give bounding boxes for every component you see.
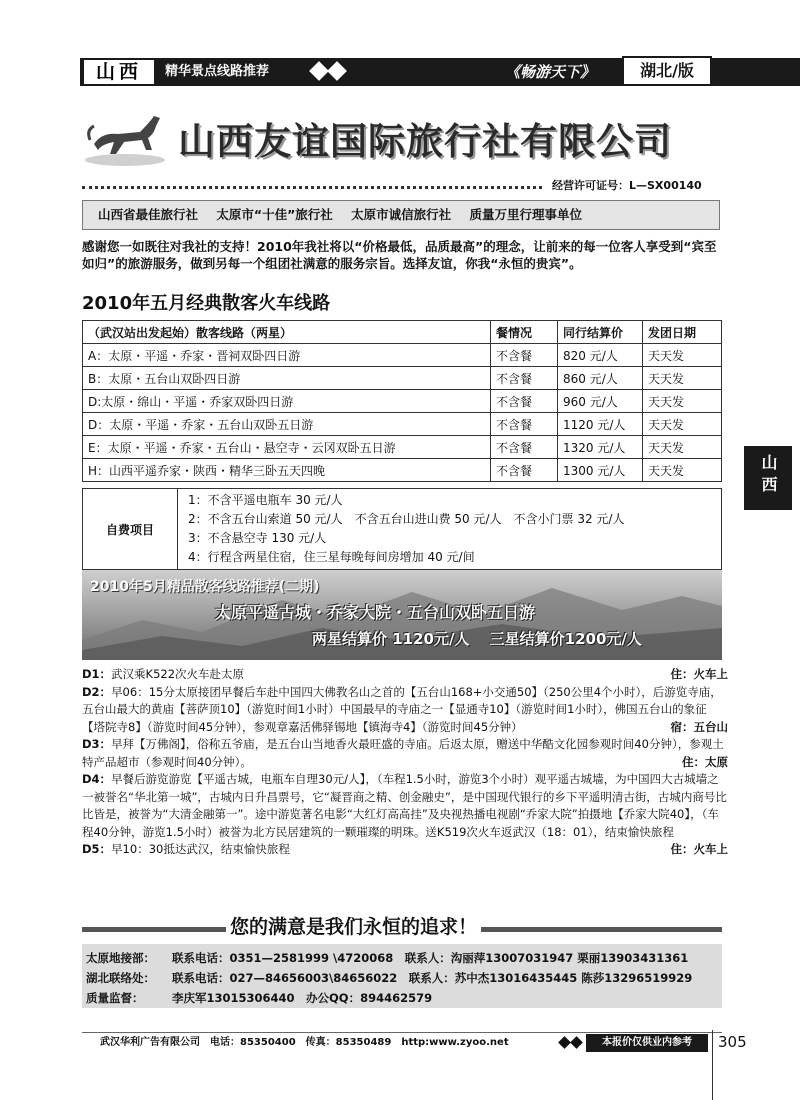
- departure-date: 天天发: [643, 436, 722, 459]
- column-header: （武汉站出发起始）散客线路（两星）: [83, 321, 491, 344]
- contact-row: [86, 948, 692, 968]
- page-number: 305: [718, 1033, 747, 1051]
- extras-row: [83, 489, 722, 570]
- day-text: 武汉乘K522次火车赴太原: [111, 667, 245, 681]
- awards-text: 山西省最佳旅行社 太原市“十佳”旅行社 太原市诚信旅行社 质量万里行理事单位: [98, 207, 582, 222]
- meal-info: 不含餐: [491, 459, 558, 482]
- day-text: 早10：30抵达武汉，结束愉快旅程: [111, 842, 290, 856]
- footer-vertical-rule: [712, 1030, 713, 1100]
- table-row: [83, 413, 722, 436]
- route-table: [82, 320, 722, 482]
- stay-info: 住：火车上: [670, 667, 728, 681]
- diamond-icon: [570, 1036, 583, 1049]
- price: 1320 元/人: [558, 436, 643, 459]
- extra-item: 1：不含平遥电瓶车 30 元/人: [188, 493, 343, 507]
- route-name: D:太原・绵山・平遥・乔家双卧四日游: [83, 390, 491, 413]
- meal-info: 不含餐: [491, 390, 558, 413]
- company-name: 山西友谊国际旅行社有限公司: [178, 120, 672, 163]
- contact-text: 联系电话：0351—2581999 \4720068 联系人：沟丽萍13007031947 栗丽13903431361: [172, 951, 689, 965]
- day-text: 早06：15分太原接团早餐后车赴中国四大佛教名山之首的【五台山168+小交通50】（250公里4个小时），后游览寺庙，五台山最大的黄庙【菩萨顶10】（游览时间1小时）中国最早的寺庙之一【显通寺10】（游览时间1小时），佛国五台山的象征【塔院寺8】（游览时间45分钟），参观章嘉活佛驿锡地【镇海寺4】（游览时间45分钟）: [82, 684, 722, 734]
- stay-info: 住：火车上: [670, 842, 728, 856]
- stay-info: 宿：五台山: [670, 719, 728, 734]
- extras-table: [82, 488, 722, 570]
- header-slogan: 精华景点线路推荐: [165, 64, 270, 79]
- price: 1120 元/人: [558, 413, 643, 436]
- departure-date: 天天发: [643, 459, 722, 482]
- edition-label: 湖北/版: [622, 56, 712, 86]
- motto-text: 您的满意是我们永恒的追求！: [226, 912, 481, 942]
- price: 820 元/人: [558, 344, 643, 367]
- departure-date: 天天发: [643, 413, 722, 436]
- table-row: [83, 459, 722, 482]
- contact-row: [86, 988, 692, 1008]
- contact-text: 联系电话：027—84656003\84656022 联系人：苏中杰13016435445 陈莎13296519929: [172, 971, 693, 985]
- promo-title: 2010年5月精品散客线路推荐(二期): [90, 579, 320, 595]
- day-text: 早餐后游览游览【平遥古城，电瓶车自理30元/人】，（车程1.5小时，游览3个小时）观平遥古城墙，为中国四大古城墙之一被誉名“华北第一城”，古城内日升昌票号，它“凝晋商之精、创金融史”，是中国现代银行的乡下平遥明清古街，古城内商号比比皆是，被誉为“大清金融第一”。途中游览著名电影“大红灯高高挂”及央视热播电视剧“乔家大院”拍摄地【乔家大院40】，（车程40分钟，游览1.5小时）被誉为北方民居建筑的一颗璀璨的明珠。送K519次火车返武汉（18：01），结束愉快旅程: [82, 772, 727, 839]
- dotted-divider: [82, 186, 542, 189]
- departure-date: 天天发: [643, 390, 722, 413]
- route-section-title: 2010年五月经典散客火车线路: [82, 293, 331, 314]
- intro-paragraph: 感谢您一如既往对我社的支持！2010年我社将以“价格最低，品质最高”的理念，让前来的每一位客人享受到“宾至如归”的旅游服务，做到另每一个组团社满意的服务宗旨。选择友谊，你我“永恒的贵宾”。: [82, 239, 717, 271]
- column-header: 同行结算价: [558, 321, 643, 344]
- side-tab-label: 山西: [759, 454, 778, 498]
- contact-label: 太原地接部：: [86, 951, 155, 965]
- extra-item: 3：不含悬空寺 130 元/人: [188, 531, 327, 545]
- itinerary-day: [82, 684, 728, 737]
- region-logo: 山西: [84, 60, 154, 84]
- route-name: A：太原・平遥・乔家・晋祠双卧四日游: [83, 344, 491, 367]
- stay-info: 住：太原: [682, 754, 728, 769]
- route-name: B：太原・五台山双卧四日游: [83, 367, 491, 390]
- departure-date: 天天发: [643, 367, 722, 390]
- day-label: D4：: [82, 772, 112, 786]
- price: 960 元/人: [558, 390, 643, 413]
- column-header: 发团日期: [643, 321, 722, 344]
- day-text: 早拜【万佛阁】，俗称五爷庙，是五台山当地香火最旺盛的寺庙。后返太原，赠送中华酷文化园参观时间40分钟），参观土特产品超市（参观时间40分钟）。: [82, 737, 724, 769]
- contact-row: [86, 968, 692, 988]
- magazine-name: 《畅游天下》: [505, 63, 596, 81]
- route-name: E：太原・平遥・乔家・五台山・悬空寺・云冈双卧五日游: [83, 436, 491, 459]
- footer-publisher: 武汉华利广告有限公司 电话：85350400 传真：85350489 http:www.zyoo.net: [100, 1037, 509, 1048]
- table-row: [83, 390, 722, 413]
- contact-list: [86, 948, 692, 1008]
- footer-rule: [82, 1032, 722, 1033]
- day-label: D2：: [82, 684, 112, 699]
- meal-info: 不含餐: [491, 413, 558, 436]
- contact-text: 李庆军13015306440 办公QQ：894462579: [172, 991, 433, 1005]
- day-label: D3：: [82, 737, 112, 751]
- column-header: 餐情况: [491, 321, 558, 344]
- route-name: H：山西平遥乔家・陕西・精华三卧五天四晚: [83, 459, 491, 482]
- table-header-row: [83, 321, 722, 344]
- side-region-tab: [744, 446, 792, 510]
- bronze-horse-logo: [80, 110, 170, 170]
- diamond-icon: [558, 1036, 571, 1049]
- price: 860 元/人: [558, 367, 643, 390]
- itinerary-day: [82, 666, 728, 684]
- license-number: 经营许可证号：L—SX00140: [552, 179, 702, 192]
- contact-label: 质量监督：: [86, 991, 144, 1005]
- table-row: [83, 344, 722, 367]
- footer-note: 本报价仅供业内参考: [586, 1034, 708, 1052]
- meal-info: 不含餐: [491, 436, 558, 459]
- departure-date: 天天发: [643, 344, 722, 367]
- promo-price: 两星结算价 1120元/人 三星结算价1200元/人: [312, 630, 642, 648]
- extra-item: 2：不含五台山索道 50 元/人 不含五台山进山费 50 元/人 不含小门票 32 元/人: [188, 512, 625, 526]
- itinerary-day: [82, 736, 728, 771]
- price: 1300 元/人: [558, 459, 643, 482]
- day-label: D5：: [82, 842, 112, 856]
- extras-list: [178, 489, 722, 570]
- route-name: D：太原・平遥・乔家・五台山双卧五日游: [83, 413, 491, 436]
- extras-label: 自费项目: [83, 489, 178, 570]
- itinerary: [82, 666, 728, 859]
- contact-label: 湖北联络处：: [86, 971, 155, 985]
- meal-info: 不含餐: [491, 367, 558, 390]
- meal-info: 不含餐: [491, 344, 558, 367]
- table-row: [83, 367, 722, 390]
- itinerary-day: [82, 841, 728, 859]
- extra-item: 4：行程含两星住宿，住三星每晚每间房增加 40 元/间: [188, 550, 475, 564]
- day-label: D1：: [82, 667, 112, 681]
- promo-route: 太原平遥古城・乔家大院・五台山双卧五日游: [215, 603, 536, 622]
- table-row: [83, 436, 722, 459]
